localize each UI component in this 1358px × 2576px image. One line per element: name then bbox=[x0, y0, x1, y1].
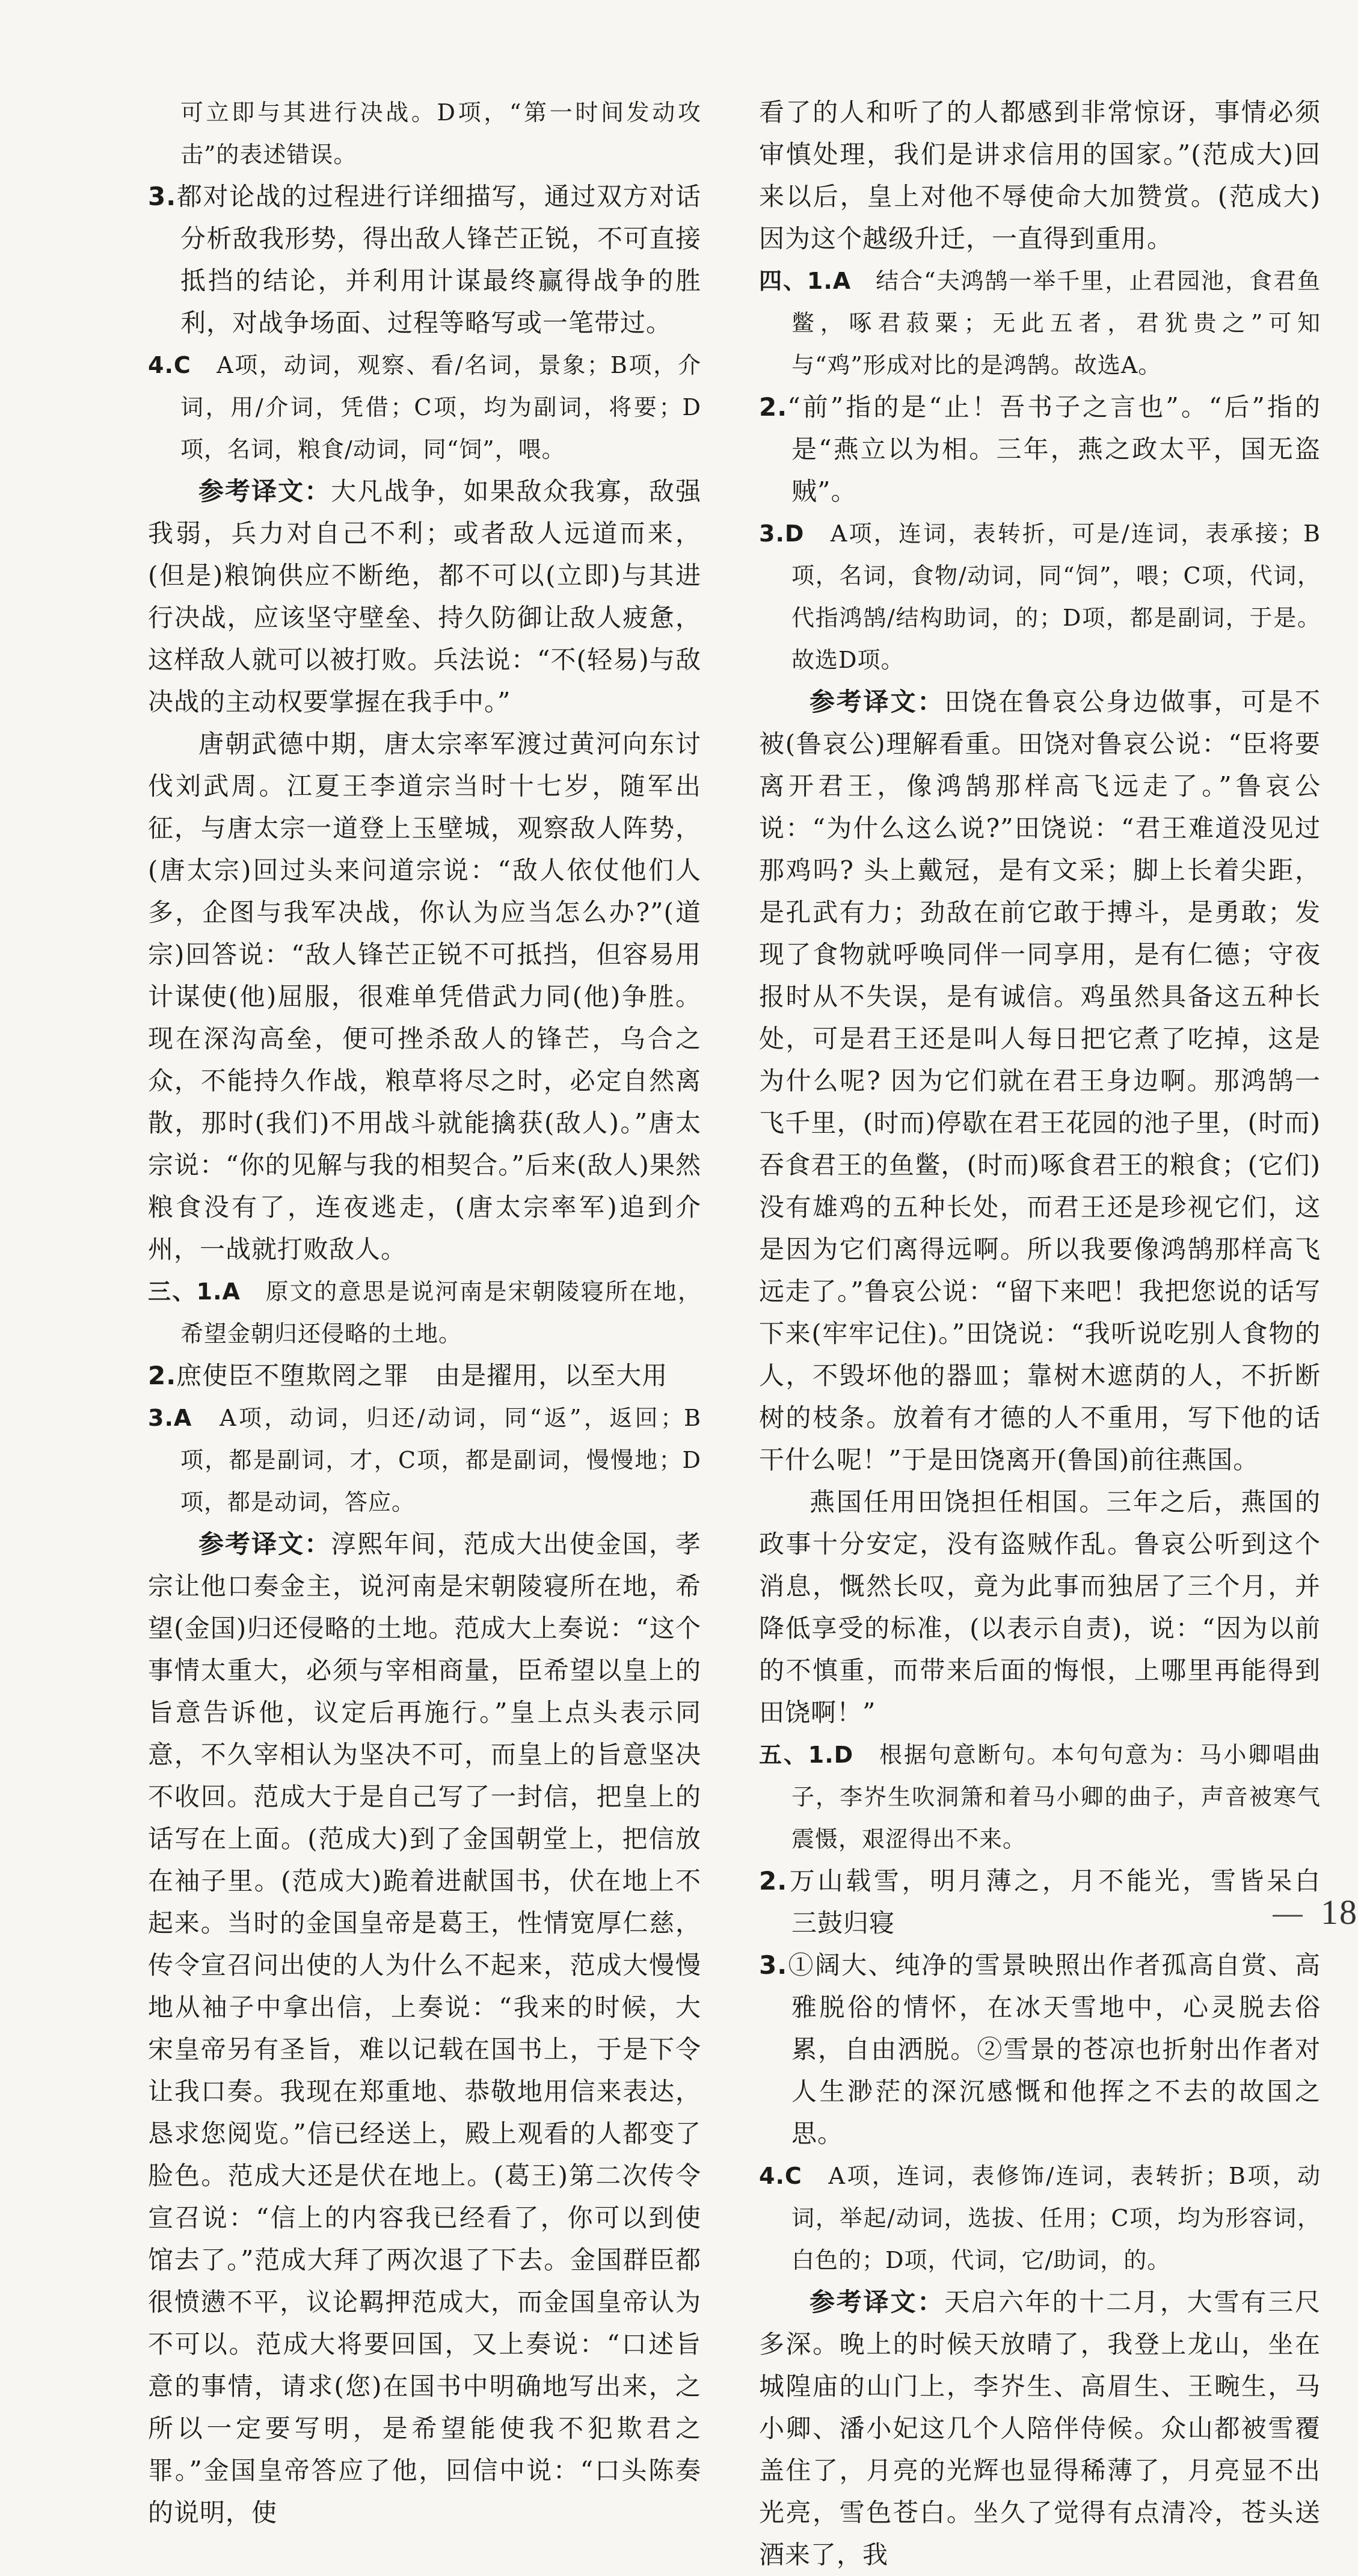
right-paragraph bbox=[759, 386, 1321, 513]
right-paragraph bbox=[759, 260, 1321, 386]
right-paragraph bbox=[759, 2155, 1321, 2281]
item-number: 4.C bbox=[148, 352, 191, 378]
page-number-text: 18 bbox=[1321, 1893, 1358, 1932]
paragraph-text: A项，动词，归还/动词，同“返”，返回；B项，都是副词，才，C项，都是副词，慢慢地；D项，都是动词，答应。 bbox=[180, 1405, 701, 1515]
left-paragraph bbox=[148, 1523, 701, 2534]
item-number: 五、1.D bbox=[759, 1742, 854, 1768]
paragraph-text: 看了的人和听了的人都感到非常惊讶，事情必须审慎处理，我们是讲求信用的国家。”(范成大)回来以后，皇上对他不辱使命大加赞赏。(范成大)因为这个越级升迁，一直得到重用。 bbox=[759, 97, 1321, 253]
right-paragraph bbox=[759, 91, 1321, 260]
paragraph-text: A项，动词，观察、看/名词，景象；B项，介词，用/介词，凭借；C项，均为副词，将要；D项，名词，粮食/动词，同“饲”，喂。 bbox=[180, 352, 701, 463]
paragraph-text: A项，连词，表转折，可是/连词，表承接；B项，名词，食物/动词，同“饲”，喂；C项，代词，代指鸿鹄/结构助词，的；D项，都是副词，于是。故选D项。 bbox=[791, 520, 1321, 673]
left-column bbox=[148, 91, 701, 2534]
paragraph-text: A项，连词，表修饰/连词，表转折；B项，动词，举起/动词，选拔、任用；C项，均为形容词，白色的；D项，代词，它/助词，的。 bbox=[791, 2163, 1321, 2273]
paragraph-text: “前”指的是“止！吾书子之言也”。“后”指的是“燕立以为相。三年，燕之政太平，国无盗贼”。 bbox=[787, 392, 1321, 506]
paragraph-text: 田饶在鲁哀公身边做事，可是不被(鲁哀公)理解看重。田饶对鲁哀公说：“臣将要离开君王，像鸿鹄那样高飞远走了。”鲁哀公说：“为什么这么说?”田饶说：“君王难道没见过那鸡吗? 头上戴冠，是有文采；脚上长着尖距，是孔武有力；劲敌在前它敢于搏斗，是勇敢；发现了食物就呼唤同伴一同享用，是有仁德；守夜报时从不失误，是有诚信。鸡虽然具备这五种长处，可是君王还是叫人每日把它煮了吃掉，这是为什么呢? 因为它们就在君王身边啊。那鸿鹄一飞千里，(时而)停歇在君王花园的池子里，(时而)吞食君王的鱼鳖，(时而)啄食君王的粮食；(它们)没有雄鸡的五种长处，而君王还是珍视它们，这是因为它们离得远啊。所以我要像鸿鹄那样高飞远走了。”鲁哀公说：“留下来吧！我把您说的话写下来(牢牢记住)。”田饶说：“我听说吃别人食物的人，不毁坏他的器皿；靠树木遮荫的人，不折断树的枝条。放着有才德的人不重用，写下他的话干什么呢！”于是田饶离开(鲁国)前往燕国。 bbox=[759, 687, 1321, 1474]
paragraph-text: 唐朝武德中期，唐太宗率军渡过黄河向东讨伐刘武周。江夏王李道宗当时十七岁，随军出征，与唐太宗一道登上玉壁城，观察敌人阵势，(唐太宗)回过头来问道宗说：“敌人依仗他们人多，企图与我军决战，你认为应当怎么办?”(道宗)回答说：“敌人锋芒正锐不可抵挡，但容易用计谋使(他)屈服，很难单凭借武力同(他)争胜。现在深沟高垒，便可挫杀敌人的锋芒，乌合之众，不能持久作战，粮草将尽之时，必定自然离散，那时(我们)不用战斗就能擒获(敌人)。”唐太宗说：“你的见解与我的相契合。”后来(敌人)果然粮食没有了，连夜逃走，(唐太宗率军)追到介州，一战就打败敌人。 bbox=[148, 729, 701, 1264]
item-number: 3. bbox=[148, 182, 177, 211]
left-paragraph bbox=[148, 1271, 701, 1355]
translation-label: 参考译文： bbox=[810, 2287, 945, 2317]
left-paragraph bbox=[148, 176, 701, 344]
left-paragraph bbox=[148, 344, 701, 470]
paragraph-text: 淳熙年间，范成大出使金国，孝宗让他口奏金主，说河南是宋朝陵寝所在地，希望(金国)归还侵略的土地。范成大上奏说：“这个事情太重大，必须与宰相商量，臣希望以皇上的旨意告诉他，议定后再施行。”皇上点头表示同意，不久宰相认为坚决不可，而皇上的旨意坚决不收回。范成大于是自己写了一封信，把皇上的话写在上面。(范成大)到了金国朝堂上，把信放在袖子里。(范成大)跪着进献国书，伏在地上不起来。当时的金国皇帝是葛王，性情宽厚仁慈，传令宣召问出使的人为什么不起来，范成大慢慢地从袖子中拿出信，上奏说：“我来的时候，大宋皇帝另有圣旨，难以记载在国书上，于是下令让我口奏。我现在郑重地、恭敬地用信来表达，恳求您阅览。”信已经送上，殿上观看的人都变了脸色。范成大还是伏在地上。(葛王)第二次传令宣召说：“信上的内容我已经看了，你可以到使馆去了。”范成大拜了两次退了下去。金国群臣都很愤懑不平，议论羁押范成大，而金国皇帝认为不可以。范成大将要回国，又上奏说：“口述旨意的事情，请求(您)在国书中明确地写出来，之所以一定要写明，是希望能使我不犯欺君之罪。”金国皇帝答应了他，回信中说：“口头陈奏的说明，使 bbox=[148, 1529, 701, 2527]
item-number: 3.D bbox=[759, 520, 805, 547]
item-number: 2. bbox=[148, 1361, 177, 1390]
left-paragraph bbox=[148, 470, 701, 723]
paragraph-text: 都对论战的过程进行详细描写，通过双方对话分析敌我形势，得出敌人锋芒正锐，不可直接抵挡的结论，并利用计谋最终赢得战争的胜利，对战争场面、过程等略写或一笔带过。 bbox=[176, 182, 701, 337]
right-paragraph bbox=[759, 2281, 1321, 2576]
right-paragraph bbox=[759, 681, 1321, 1481]
right-paragraph bbox=[759, 1481, 1321, 1734]
item-number: 3.A bbox=[148, 1405, 192, 1431]
right-paragraph bbox=[759, 1944, 1321, 2155]
left-paragraph bbox=[148, 1355, 701, 1397]
translation-label: 参考译文： bbox=[810, 687, 945, 716]
item-number: 3. bbox=[759, 1950, 788, 1980]
paragraph-text: 原文的意思是说河南是宋朝陵寝所在地，希望金朝归还侵略的土地。 bbox=[180, 1278, 701, 1347]
paragraph-text: 大凡战争，如果敌众我寡，敌强我弱，兵力对自己不利；或者敌人远道而来，(但是)粮饷供应不断绝，都不可以(立即)与其进行决战，应该坚守壁垒、持久防御让敌人疲惫，这样敌人就可以被打败。兵法说：“不(轻易)与敌决战的主动权要掌握在我手中。” bbox=[148, 476, 701, 716]
translation-label: 参考译文： bbox=[198, 476, 331, 506]
left-paragraph bbox=[148, 723, 701, 1271]
paragraph-text: 庶使臣不堕欺罔之罪 由是擢用，以至大用 bbox=[176, 1361, 668, 1390]
translation-label: 参考译文： bbox=[198, 1529, 331, 1559]
right-paragraph bbox=[759, 1734, 1321, 1860]
left-paragraph bbox=[148, 91, 701, 176]
item-number: 2. bbox=[759, 1866, 788, 1896]
paragraph-text: 万山载雪，明月薄之，月不能光，雪皆呆白 三鼓归寝 bbox=[787, 1866, 1347, 1938]
item-number: 2. bbox=[759, 392, 788, 422]
item-number: 四、1.A bbox=[759, 268, 852, 294]
paragraph-text: 结合“夫鸿鹄一举千里，止君园池，食君鱼鳖，啄君菽粟；无此五者，君犹贵之”可知与“鸡”形成对比的是鸿鹄。故选A。 bbox=[791, 268, 1321, 378]
item-number: 4.C bbox=[759, 2163, 802, 2189]
left-paragraph bbox=[148, 1397, 701, 1523]
paragraph-text: 可立即与其进行决战。D项，“第一时间发动攻击”的表述错误。 bbox=[180, 99, 701, 168]
paragraph-text: 天启六年的十二月，大雪有三尺多深。晚上的时候天放晴了，我登上龙山，坐在城隍庙的山门上，李岕生、高眉生、王畹生，马小卿、潘小妃这几个人陪伴侍候。众山都被雪覆盖住了，月亮的光辉也显得稀薄了，月亮显不出光亮，雪色苍白。坐久了觉得有点清冷，苍头送酒来了，我 bbox=[759, 2287, 1321, 2569]
page-number bbox=[1273, 1892, 1358, 1932]
item-number: 三、1.A bbox=[148, 1278, 241, 1305]
paragraph-text: 根据句意断句。本句句意为：马小卿唱曲子，李岕生吹洞箫和着马小卿的曲子，声音被寒气震慑，艰涩得出不来。 bbox=[791, 1742, 1321, 1852]
page-number-dash bbox=[1273, 1915, 1303, 1917]
right-paragraph bbox=[759, 513, 1321, 681]
paragraph-text: 燕国任用田饶担任相国。三年之后，燕国的政事十分安定，没有盗贼作乱。鲁哀公听到这个消息，慨然长叹，竟为此事而独居了三个月，并降低享受的标准，(以表示自责)，说：“因为以前的不慎重，而带来后面的悔恨，上哪里再能得到田饶啊！” bbox=[759, 1487, 1321, 1727]
paragraph-text: ①阔大、纯净的雪景映照出作者孤高自赏、高雅脱俗的情怀，在冰天雪地中，心灵脱去俗累，自由洒脱。②雪景的苍凉也折射出作者对人生渺茫的深沉感慨和他挥之不去的故国之思。 bbox=[787, 1950, 1321, 2148]
